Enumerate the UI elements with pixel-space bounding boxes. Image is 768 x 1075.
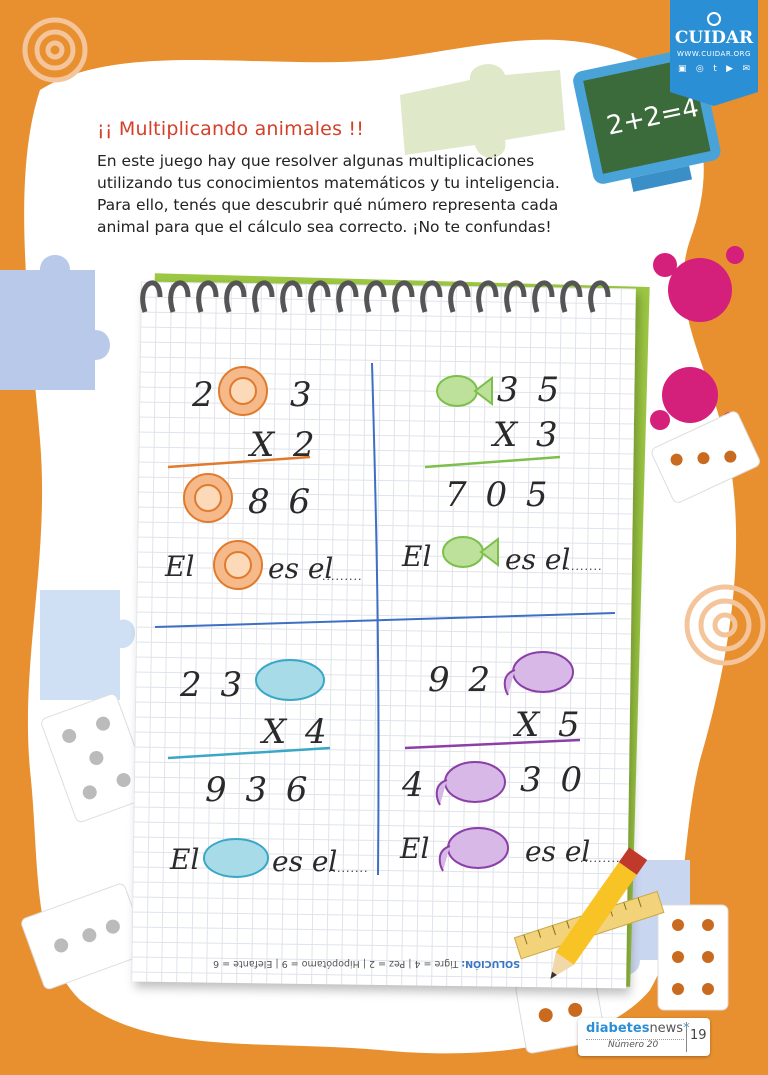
p3-top-left: 2 3 [180,665,247,705]
p2-top-right: 3 5 [497,370,564,410]
p2-el: El [402,540,432,573]
p3-answer-blank[interactable]: ......... [328,862,369,875]
logo-name: CUIDAR [674,28,754,48]
solution-text [213,958,520,969]
p1-es-el: es el [268,552,334,585]
youtube-icon[interactable]: ▶ [726,64,734,74]
footer-brand [586,1021,690,1036]
p2-es-el: es el [505,543,571,576]
logo-url: WWW.CUIDAR.ORG [677,50,751,58]
intro-text: En este juego hay que resolver algunas multiplicaciones utilizando tus conocimientos matemáticos y tu inteligencia. Para ello, tenés que descubrir qué número representa cada animal para que el cálculo sea correcto. ¡No te confundas! [97,152,560,236]
p4-answer-blank[interactable]: ......... [580,852,621,865]
p4-multiplier: X 5 [515,705,584,745]
twitter-icon[interactable]: t [713,64,717,74]
p4-top-left: 9 2 [428,660,495,700]
p3-multiplier: X 4 [262,712,331,752]
p2-result: 7 0 5 [445,475,552,515]
p2-multiplier: X 3 [493,415,562,455]
p4-result-right: 3 0 [520,760,587,800]
brand-light: news [649,1021,684,1036]
p1-el: El [165,550,195,583]
issue-number: Número 20 [608,1040,659,1050]
facebook-icon[interactable]: ▣ [678,64,687,74]
p4-result-left: 4 [402,765,428,805]
mail-icon[interactable]: ✉ [742,64,750,74]
solution-label: SOLUCIÓN: [461,958,520,969]
p2-answer-blank[interactable]: ......... [562,560,603,573]
page-number: 19 [690,1028,707,1043]
brand-star: * [683,1021,690,1036]
footer-badge [578,1018,710,1056]
brand-bold: diabetes [586,1021,650,1036]
p3-es-el: es el [272,845,338,878]
p1-top-right: 3 [290,375,316,415]
p1-answer-blank[interactable]: ......... [322,570,363,583]
p4-es-el: es el [525,835,591,868]
p1-top-left: 2 [192,375,218,415]
pencil-ruler-icon [500,840,700,980]
p3-result: 9 3 6 [205,770,312,810]
fish-icon [437,376,498,567]
page-title: ¡¡ Multiplicando animales !! [97,118,365,140]
chalkboard-text: 2+2=4 [604,92,702,142]
solution-values: Tigre = 4 | Pez = 2 | Hipopótamo = 9 | Elefante = 6 [213,958,459,969]
p4-el: El [400,832,430,865]
p3-el: El [170,843,200,876]
p1-multiplier: X 2 [250,425,319,465]
p1-result: 8 6 [248,482,315,522]
instagram-icon[interactable]: ◎ [695,64,704,74]
